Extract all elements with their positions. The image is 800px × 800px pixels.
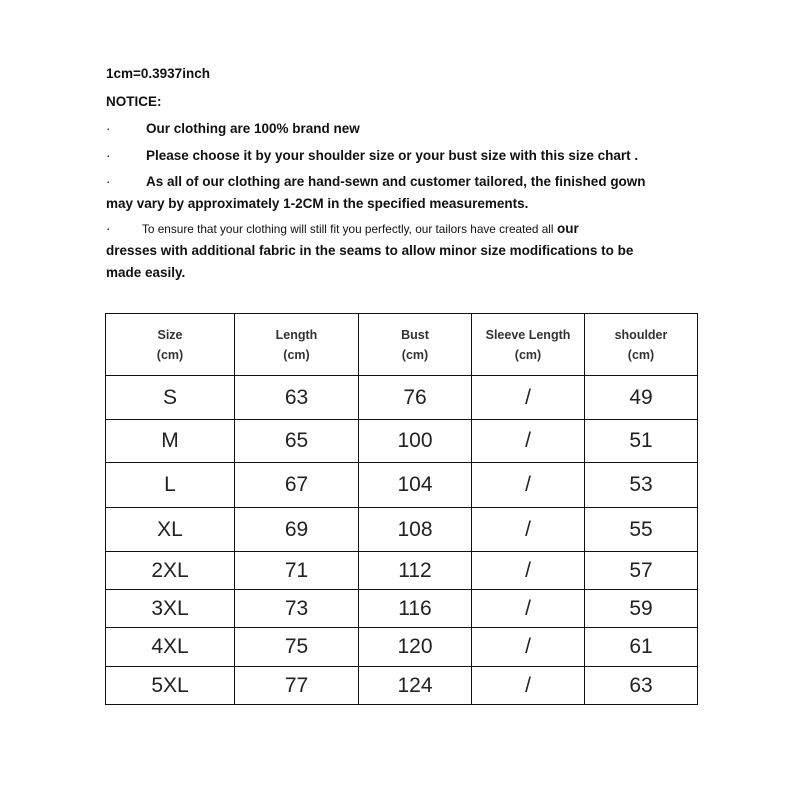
notice-text-continued: made easily. xyxy=(106,265,186,280)
notice-text-continued: dresses with additional fabric in the seams to allow minor size modifications to be xyxy=(106,243,634,258)
bust-cell: 120 xyxy=(359,628,472,667)
table-row xyxy=(106,376,698,420)
size-cell: 2XL xyxy=(106,552,235,590)
table-row xyxy=(106,552,698,590)
bullet: · xyxy=(106,148,111,163)
bust-cell: 76 xyxy=(359,376,472,420)
bust-cell: 112 xyxy=(359,552,472,590)
size-cell: 3XL xyxy=(106,590,235,628)
shoulder-cell: 61 xyxy=(585,628,698,667)
bust-cell: 100 xyxy=(359,420,472,463)
header-size: Size (cm) xyxy=(106,314,235,376)
table-row xyxy=(106,508,698,552)
unit-conversion: 1cm=0.3937inch xyxy=(106,66,210,81)
bullet: · xyxy=(106,121,111,136)
length-cell: 73 xyxy=(235,590,359,628)
shoulder-cell: 51 xyxy=(585,420,698,463)
table-row xyxy=(106,420,698,463)
header-sleeve-length: Sleeve Length (cm) xyxy=(472,314,585,376)
sleeve-length-cell: / xyxy=(472,508,585,552)
size-cell: XL xyxy=(106,508,235,552)
bust-cell: 104 xyxy=(359,463,472,508)
shoulder-cell: 63 xyxy=(585,667,698,705)
length-cell: 63 xyxy=(235,376,359,420)
header-shoulder: shoulder (cm) xyxy=(585,314,698,376)
notice-heading: NOTICE: xyxy=(106,94,162,109)
notice-text: Please choose it by your shoulder size or your bust size with this size chart . xyxy=(146,148,639,163)
length-cell: 75 xyxy=(235,628,359,667)
length-cell: 71 xyxy=(235,552,359,590)
size-cell: 5XL xyxy=(106,667,235,705)
length-cell: 69 xyxy=(235,508,359,552)
size-chart-table xyxy=(105,313,698,705)
notice-text-bold: our xyxy=(556,221,579,236)
sleeve-length-cell: / xyxy=(472,463,585,508)
table-row xyxy=(106,628,698,667)
header-length: Length (cm) xyxy=(235,314,359,376)
length-cell: 67 xyxy=(235,463,359,508)
table-row xyxy=(106,463,698,508)
bust-cell: 116 xyxy=(359,590,472,628)
shoulder-cell: 55 xyxy=(585,508,698,552)
size-cell: M xyxy=(106,420,235,463)
bust-cell: 108 xyxy=(359,508,472,552)
sleeve-length-cell: / xyxy=(472,590,585,628)
notice-text-continued: may vary by approximately 1-2CM in the specified measurements. xyxy=(106,196,529,211)
bullet: · xyxy=(106,174,111,189)
size-cell: L xyxy=(106,463,235,508)
notice-text-light: To ensure that your clothing will still fit you perfectly, our tailors have created all xyxy=(142,222,554,236)
sleeve-length-cell: / xyxy=(472,667,585,705)
sleeve-length-cell: / xyxy=(472,552,585,590)
size-cell: S xyxy=(106,376,235,420)
table-row xyxy=(106,667,698,705)
header-bust: Bust (cm) xyxy=(359,314,472,376)
notice-text xyxy=(142,221,579,236)
shoulder-cell: 57 xyxy=(585,552,698,590)
shoulder-cell: 53 xyxy=(585,463,698,508)
notice-text: As all of our clothing are hand-sewn and customer tailored, the finished gown xyxy=(146,174,646,189)
sleeve-length-cell: / xyxy=(472,376,585,420)
shoulder-cell: 59 xyxy=(585,590,698,628)
shoulder-cell: 49 xyxy=(585,376,698,420)
table-row xyxy=(106,590,698,628)
sleeve-length-cell: / xyxy=(472,420,585,463)
length-cell: 65 xyxy=(235,420,359,463)
table-header-row xyxy=(106,314,698,376)
notice-text: Our clothing are 100% brand new xyxy=(146,121,360,136)
sleeve-length-cell: / xyxy=(472,628,585,667)
length-cell: 77 xyxy=(235,667,359,705)
bullet: · xyxy=(106,221,111,236)
size-cell: 4XL xyxy=(106,628,235,667)
bust-cell: 124 xyxy=(359,667,472,705)
